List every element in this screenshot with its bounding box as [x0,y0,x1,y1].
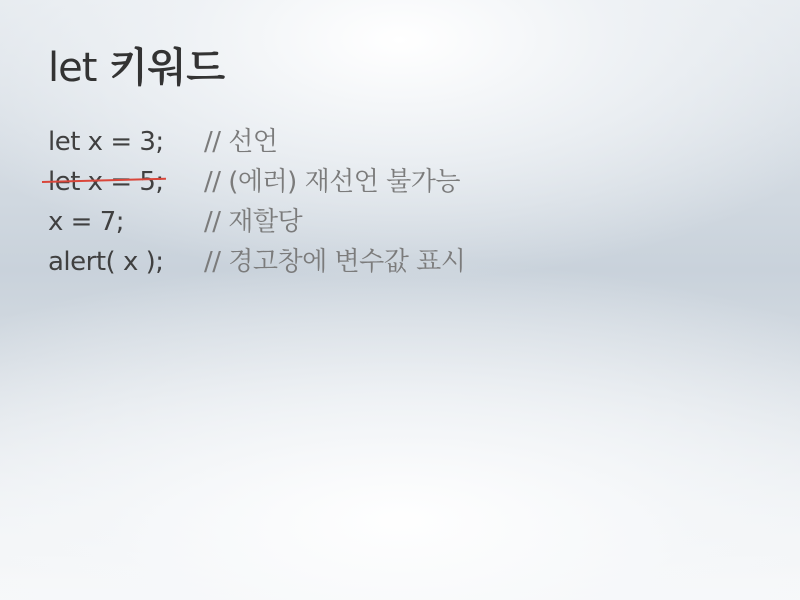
code-statement: let x = 3; [48,127,164,157]
code-line-alert [48,242,768,282]
code-comment: // 재할당 [204,207,303,237]
code-statement: let x = 5; [48,167,164,197]
code-comment: // (에러) 재선언 불가능 [204,167,461,197]
title-keyword: let [48,45,97,91]
code-statement: x = 7; [48,207,125,237]
title-korean: 키워드 [109,45,226,91]
slide-title [48,40,225,96]
code-line-declare [48,122,768,162]
code-line-reassign [48,202,768,242]
code-comment: // 선언 [204,127,278,157]
code-line-redeclare [48,162,768,202]
code-block [48,122,768,282]
code-comment: // 경고창에 변수값 표시 [204,247,466,277]
code-statement: alert( x ); [48,247,164,277]
